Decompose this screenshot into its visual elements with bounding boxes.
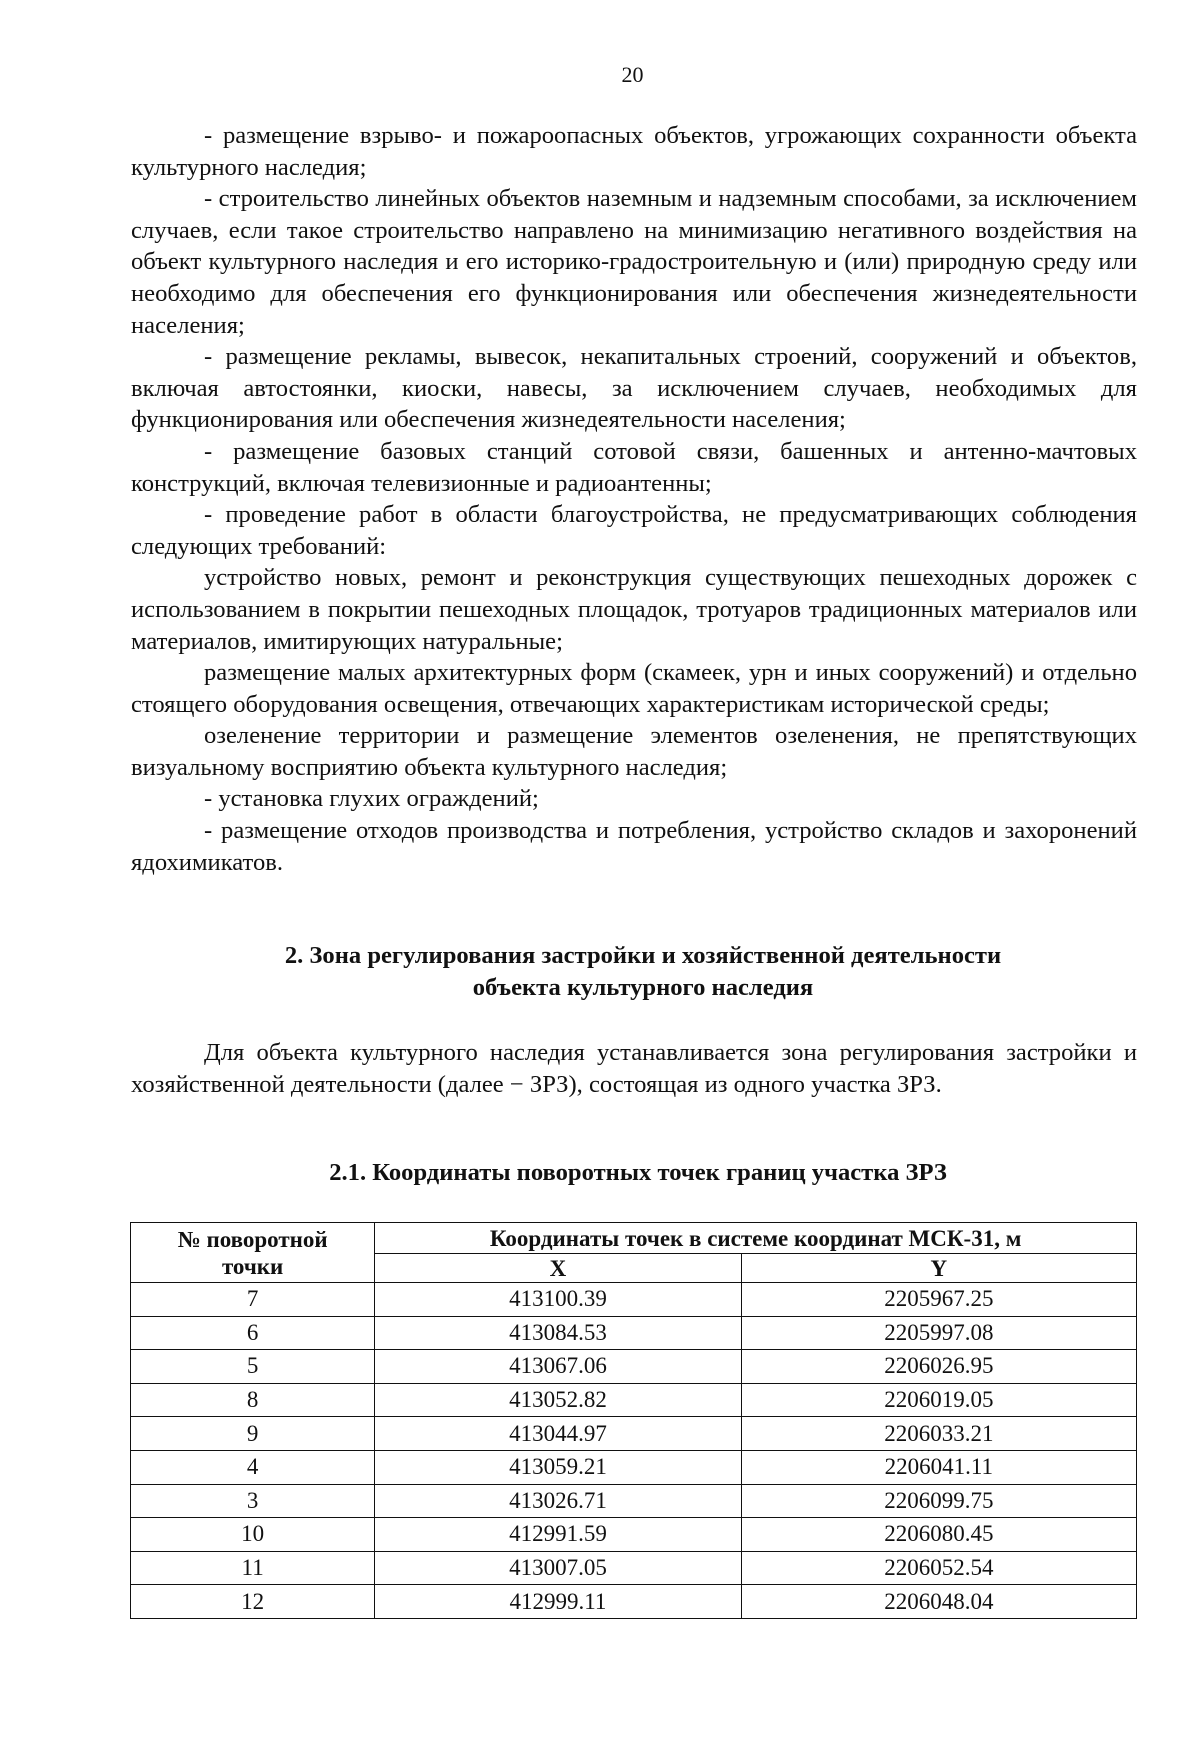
table-row <box>131 1551 1137 1585</box>
table-row <box>131 1350 1137 1384</box>
point-cell: 4 <box>131 1450 375 1484</box>
x-cell: 413052.82 <box>375 1383 741 1417</box>
point-cell: 5 <box>131 1350 375 1384</box>
header-point-line2: точки <box>221 1253 284 1279</box>
x-cell: 413067.06 <box>375 1350 741 1384</box>
table-row <box>131 1316 1137 1350</box>
point-cell: 9 <box>131 1417 375 1451</box>
x-cell: 413059.21 <box>375 1450 741 1484</box>
header-x: X <box>375 1254 741 1283</box>
page-number: 20 <box>621 62 644 87</box>
restriction-item: - размещение базовых станций сотовой связи, башенных и антенно-мачтовых конструкций, включая телевизионные и радиоантенны; <box>131 437 1137 497</box>
restriction-item: - установка глухих ограждений; <box>204 785 539 813</box>
y-cell: 2206033.21 <box>741 1417 1136 1451</box>
sub-requirement: устройство новых, ремонт и реконструкция существующих пешеходных дорожек с использованием в покрытии пешеходных площадок, тротуаров традиционных материалов или материалов, имитирующих натуральные; <box>131 564 1137 655</box>
point-cell: 11 <box>131 1551 375 1585</box>
table-row <box>131 1283 1137 1317</box>
header-coords: Координаты точек в системе координат МСК-31, м <box>375 1223 1137 1254</box>
section-title <box>131 940 1137 1004</box>
point-cell: 12 <box>131 1585 375 1619</box>
header-point-line1: № поворотной <box>177 1226 328 1252</box>
table-title: 2.1. Координаты поворотных точек границ участка ЗРЗ <box>329 1159 947 1186</box>
table-body <box>131 1283 1137 1619</box>
point-cell: 6 <box>131 1316 375 1350</box>
x-cell: 413026.71 <box>375 1484 741 1518</box>
header-point <box>131 1223 375 1283</box>
section-title-line2: объекта культурного наследия <box>472 974 814 1001</box>
point-cell: 3 <box>131 1484 375 1518</box>
point-cell: 7 <box>131 1283 375 1317</box>
section-intro <box>131 1037 1137 1100</box>
x-cell: 413007.05 <box>375 1551 741 1585</box>
restriction-item: - размещение отходов производства и потребления, устройство складов и захоронений ядохимикатов. <box>131 817 1137 876</box>
point-cell: 10 <box>131 1518 375 1552</box>
sub-requirement: размещение малых архитектурных форм (скамеек, урн и иных сооружений) и отдельно стоящего оборудования освещения, отвечающих характеристикам исторической среды; <box>131 659 1137 718</box>
intro-paragraph: Для объекта культурного наследия устанавливается зона регулирования застройки и хозяйственной деятельности (далее − ЗРЗ), состоящая из одного участка ЗРЗ. <box>131 1039 1137 1098</box>
section-title-line1: 2. Зона регулирования застройки и хозяйственной деятельности <box>284 942 1002 969</box>
restrictions-list <box>131 120 1137 878</box>
table-row <box>131 1383 1137 1417</box>
y-cell: 2206099.75 <box>741 1484 1136 1518</box>
sub-requirement: озеленение территории и размещение элементов озеленения, не препятствующих визуальному восприятию объекта культурного наследия; <box>131 722 1137 781</box>
point-cell: 8 <box>131 1383 375 1417</box>
restriction-item: - размещение взрыво- и пожароопасных объектов, угрожающих сохранности объекта культурного наследия; <box>131 122 1137 181</box>
y-cell: 2206048.04 <box>741 1585 1136 1619</box>
table-row <box>131 1585 1137 1619</box>
table-row <box>131 1417 1137 1451</box>
restriction-item: - размещение рекламы, вывесок, некапитальных строений, сооружений и объектов, включая автостоянки, киоски, навесы, за исключением случаев, необходимых для функционирования или обеспечения жизнедеятельности населения; <box>131 343 1137 434</box>
y-cell: 2206026.95 <box>741 1350 1136 1384</box>
restriction-item: - строительство линейных объектов наземным и надземным способами, за исключением случаев, если такое строительство направлено на минимизацию негативного воздействия на объект культурного наследия и его историко-градостроительную и (или) природную среду или необходимо для обеспечения его функционирования или обеспечения жизнедеятельности населения; <box>131 185 1137 339</box>
table-row <box>131 1450 1137 1484</box>
y-cell: 2205997.08 <box>741 1316 1136 1350</box>
y-cell: 2205967.25 <box>741 1283 1136 1317</box>
restriction-item: - проведение работ в области благоустройства, не предусматривающих соблюдения следующих требований: <box>131 501 1137 560</box>
y-cell: 2206019.05 <box>741 1383 1136 1417</box>
x-cell: 413044.97 <box>375 1417 741 1451</box>
y-cell: 2206041.11 <box>741 1450 1136 1484</box>
x-cell: 413100.39 <box>375 1283 741 1317</box>
y-cell: 2206052.54 <box>741 1551 1136 1585</box>
x-cell: 412999.11 <box>375 1585 741 1619</box>
table-row <box>131 1484 1137 1518</box>
table-row <box>131 1518 1137 1552</box>
header-y: Y <box>741 1254 1136 1283</box>
x-cell: 413084.53 <box>375 1316 741 1350</box>
coordinates-table <box>130 1222 1137 1619</box>
y-cell: 2206080.45 <box>741 1518 1136 1552</box>
x-cell: 412991.59 <box>375 1518 741 1552</box>
